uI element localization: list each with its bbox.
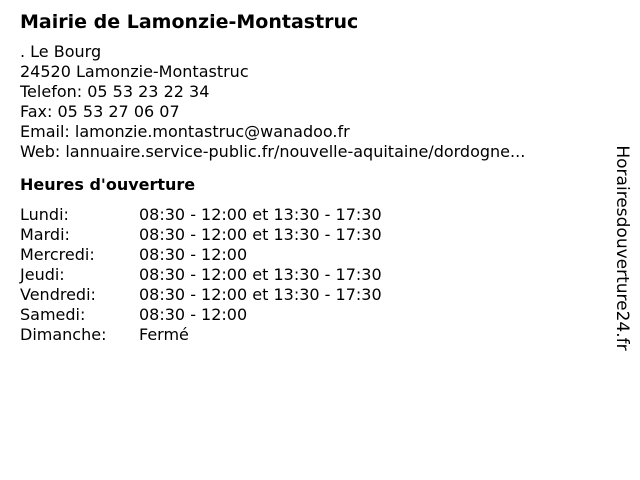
hours-row-mercredi bbox=[20, 245, 610, 265]
hours-table bbox=[20, 205, 610, 345]
street-line: . Le Bourg bbox=[20, 42, 102, 61]
day-label: Mercredi: bbox=[20, 245, 95, 264]
city-line: 24520 Lamonzie-Montastruc bbox=[20, 62, 249, 81]
phone-line[interactable]: Telefon: 05 53 23 22 34 bbox=[20, 82, 210, 101]
hours-row-vendredi bbox=[20, 285, 610, 305]
day-label: Lundi: bbox=[20, 205, 69, 224]
site-brand-watermark: Horairesdouverture24.fr bbox=[612, 145, 632, 351]
business-card bbox=[20, 10, 610, 345]
time-value: 08:30 - 12:00 bbox=[139, 245, 248, 264]
day-label: Vendredi: bbox=[20, 285, 96, 304]
web-line[interactable]: Web: lannuaire.service-public.fr/nouvelle-aquitaine/dordogne... bbox=[20, 142, 526, 161]
time-value: 08:30 - 12:00 et 13:30 - 17:30 bbox=[139, 225, 382, 244]
time-value: 08:30 - 12:00 et 13:30 - 17:30 bbox=[139, 205, 382, 224]
day-label: Dimanche: bbox=[20, 325, 107, 344]
time-value: 08:30 - 12:00 et 13:30 - 17:30 bbox=[139, 265, 382, 284]
time-value: Fermé bbox=[139, 325, 189, 344]
hours-heading: Heures d'ouverture bbox=[20, 175, 196, 194]
fax-line: Fax: 05 53 27 06 07 bbox=[20, 102, 180, 121]
page-title: Mairie de Lamonzie-Montastruc bbox=[20, 11, 359, 33]
hours-row-samedi bbox=[20, 305, 610, 325]
email-line[interactable]: Email: lamonzie.montastruc@wanadoo.fr bbox=[20, 122, 350, 141]
day-label: Mardi: bbox=[20, 225, 70, 244]
hours-row-dimanche bbox=[20, 325, 610, 345]
time-value: 08:30 - 12:00 et 13:30 - 17:30 bbox=[139, 285, 382, 304]
address-block bbox=[20, 42, 610, 162]
day-label: Samedi: bbox=[20, 305, 86, 324]
day-label: Jeudi: bbox=[20, 265, 65, 284]
time-value: 08:30 - 12:00 bbox=[139, 305, 248, 324]
hours-row-mardi bbox=[20, 225, 610, 245]
hours-row-lundi bbox=[20, 205, 610, 225]
hours-row-jeudi bbox=[20, 265, 610, 285]
